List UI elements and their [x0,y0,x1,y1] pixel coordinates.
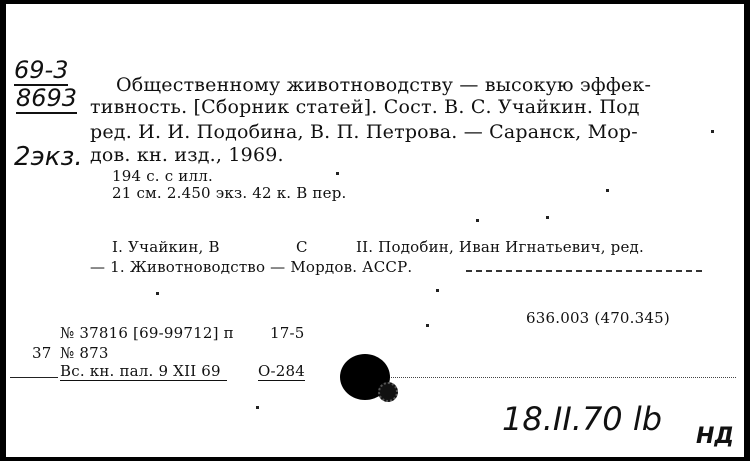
registry-line-1-code: 17-5 [270,324,305,342]
registry-line-1-number: № 37816 [69-99712] п [60,324,234,342]
registry-line-2-number: № 873 [60,344,109,362]
tracing-line-1-author: I. Учайкин, В [112,238,220,256]
scan-speck [336,172,339,175]
handwritten-date: 18.II.70 lb [502,400,663,438]
tracing-line-1-initial: С [296,238,308,256]
entry-line-2: тивность. [Сборник статей]. Сост. В. С. Учайкин. Под [90,96,640,118]
scan-speck [476,219,479,222]
entry-line-1: Общественному животноводству — высокую эффек- [116,74,652,96]
classification-number: 636.003 (470.345) [526,309,670,327]
tracing-line-1-editor: II. Подобин, Иван Игнатьевич, ред. [356,238,644,256]
handwritten-call-number-top: 69-3 [14,56,69,84]
registry-line-3-order: О-284 [258,362,305,380]
registry-line-3-chamber: Вс. кн. пал. 9 XII 69 [60,362,227,381]
tracing-line-2-subjects: — 1. Животноводство — Мордов. АССР. [90,258,413,276]
scan-speck [436,289,439,292]
entry-line-4: дов. кн. изд., 1969. [90,144,284,166]
registry-rule-left [10,377,58,378]
scan-speck [711,130,714,133]
handwritten-corner-mark: НД [696,424,735,449]
scan-speck [156,292,159,295]
entry-line-3: ред. И. И. Подобина, В. П. Петрова. — Саранск, Мор- [90,121,638,143]
scan-speck [256,406,259,409]
ink-blot-speck [378,382,398,402]
handwritten-call-number-bottom: 8693 [16,84,78,112]
scan-speck [546,216,549,219]
entry-line-5: 194 с. с илл. [112,167,213,185]
handwritten-copies-note: 2экз. [14,142,83,172]
entry-line-6: 21 см. 2.450 экз. 42 к. В пер. [112,184,347,202]
catalog-card [6,4,747,457]
tracing-dashed-rule [466,270,702,272]
scan-speck [426,324,429,327]
registry-rule-right [386,377,736,378]
scan-speck [606,189,609,192]
registry-line-2-prefix: 37 [32,344,52,362]
